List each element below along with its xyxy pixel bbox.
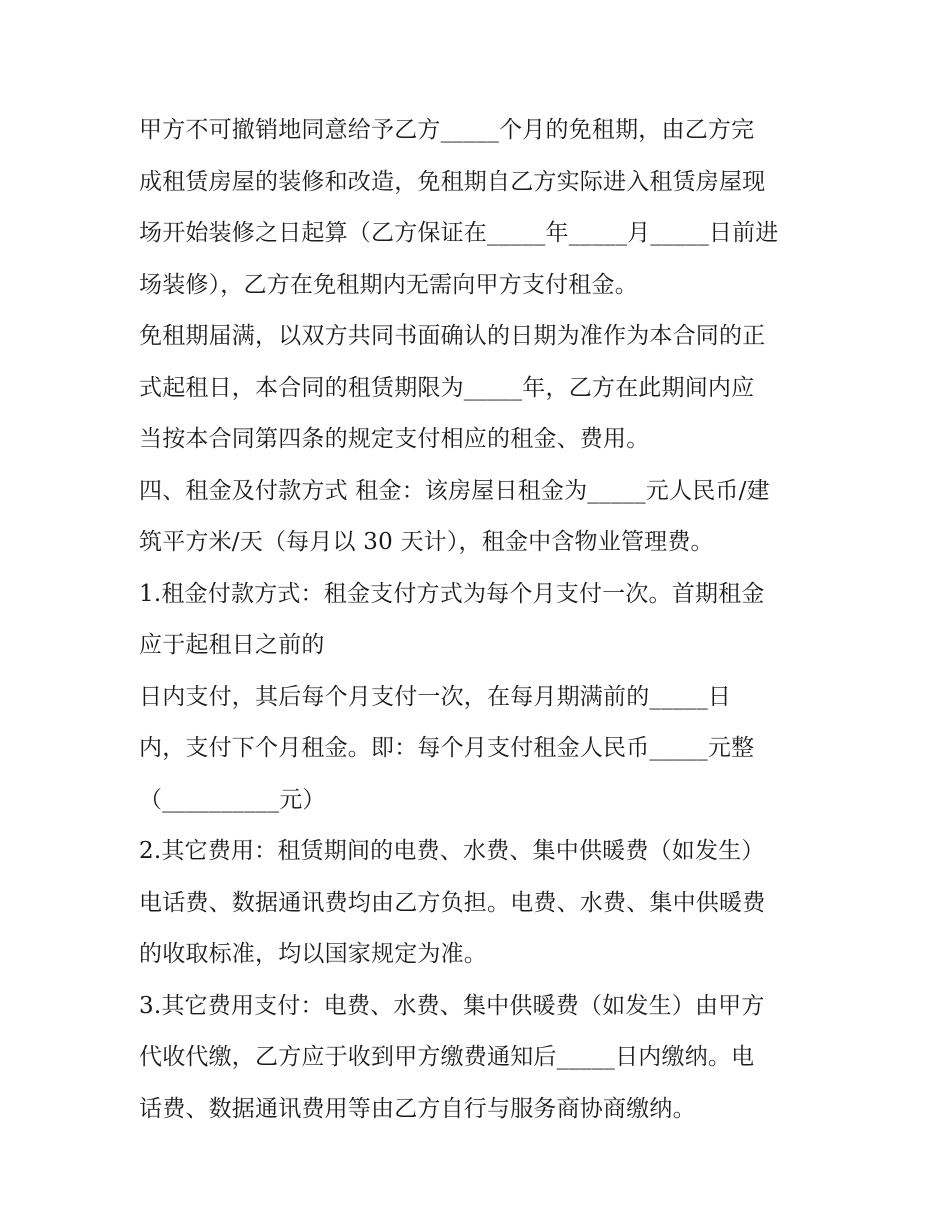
text-line: 2.其它费用：租赁期间的电费、水费、集中供暖费（如发生） [139,838,765,864]
text-line: 甲方不可撤销地同意给予乙方_____个月的免租期，由乙方完 [139,117,755,143]
text-line: 应于起租日之前的 [139,632,325,658]
text-line: 代收代缴，乙方应于收到甲方缴费通知后_____日内缴纳。电 [139,1044,755,1070]
text-line: 内，支付下个月租金。即：每个月支付租金人民币_____元整 [139,735,755,761]
text-line: 的收取标准，均以国家规定为准。 [139,941,487,967]
text-line: 式起租日，本合同的租赁期限为_____年，乙方在此期间内应 [139,374,755,401]
text-line: 3.其它费用支付：电费、水费、集中供暖费（如发生）由甲方 [139,992,765,1019]
text-line: （__________元） [139,786,326,813]
section-heading-line: 四、租金及付款方式 租金：该房屋日租金为_____元人民币/建 [139,477,770,504]
text-line: 电话费、数据通讯费均由乙方负担。电费、水费、集中供暖费 [139,889,766,916]
text-line: 免租期届满，以双方共同书面确认的日期为准作为本合同的正 [139,323,766,349]
text-line: 日内支付，其后每个月支付一次，在每月期满前的_____日 [139,683,732,710]
contract-text-body [139,105,839,1135]
text-line: 1.租金付款方式：租金支付方式为每个月支付一次。首期租金 [139,580,765,607]
text-line: 成租赁房屋的装修和改造，免租期自乙方实际进入租赁房屋现 [139,168,766,195]
text-line: 筑平方米/天（每月以 30 天计），租金中含物业管理费。 [139,529,714,555]
text-line: 当按本合同第四条的规定支付相应的租金、费用。 [139,426,650,452]
text-line: 场开始装修之日起算（乙方保证在_____年_____月_____日前进 [139,220,779,246]
text-line: 话费、数据通讯费用等由乙方自行与服务商协商缴纳。 [139,1095,696,1122]
text-line: 场装修），乙方在免租期内无需向甲方支付租金。 [139,271,638,298]
